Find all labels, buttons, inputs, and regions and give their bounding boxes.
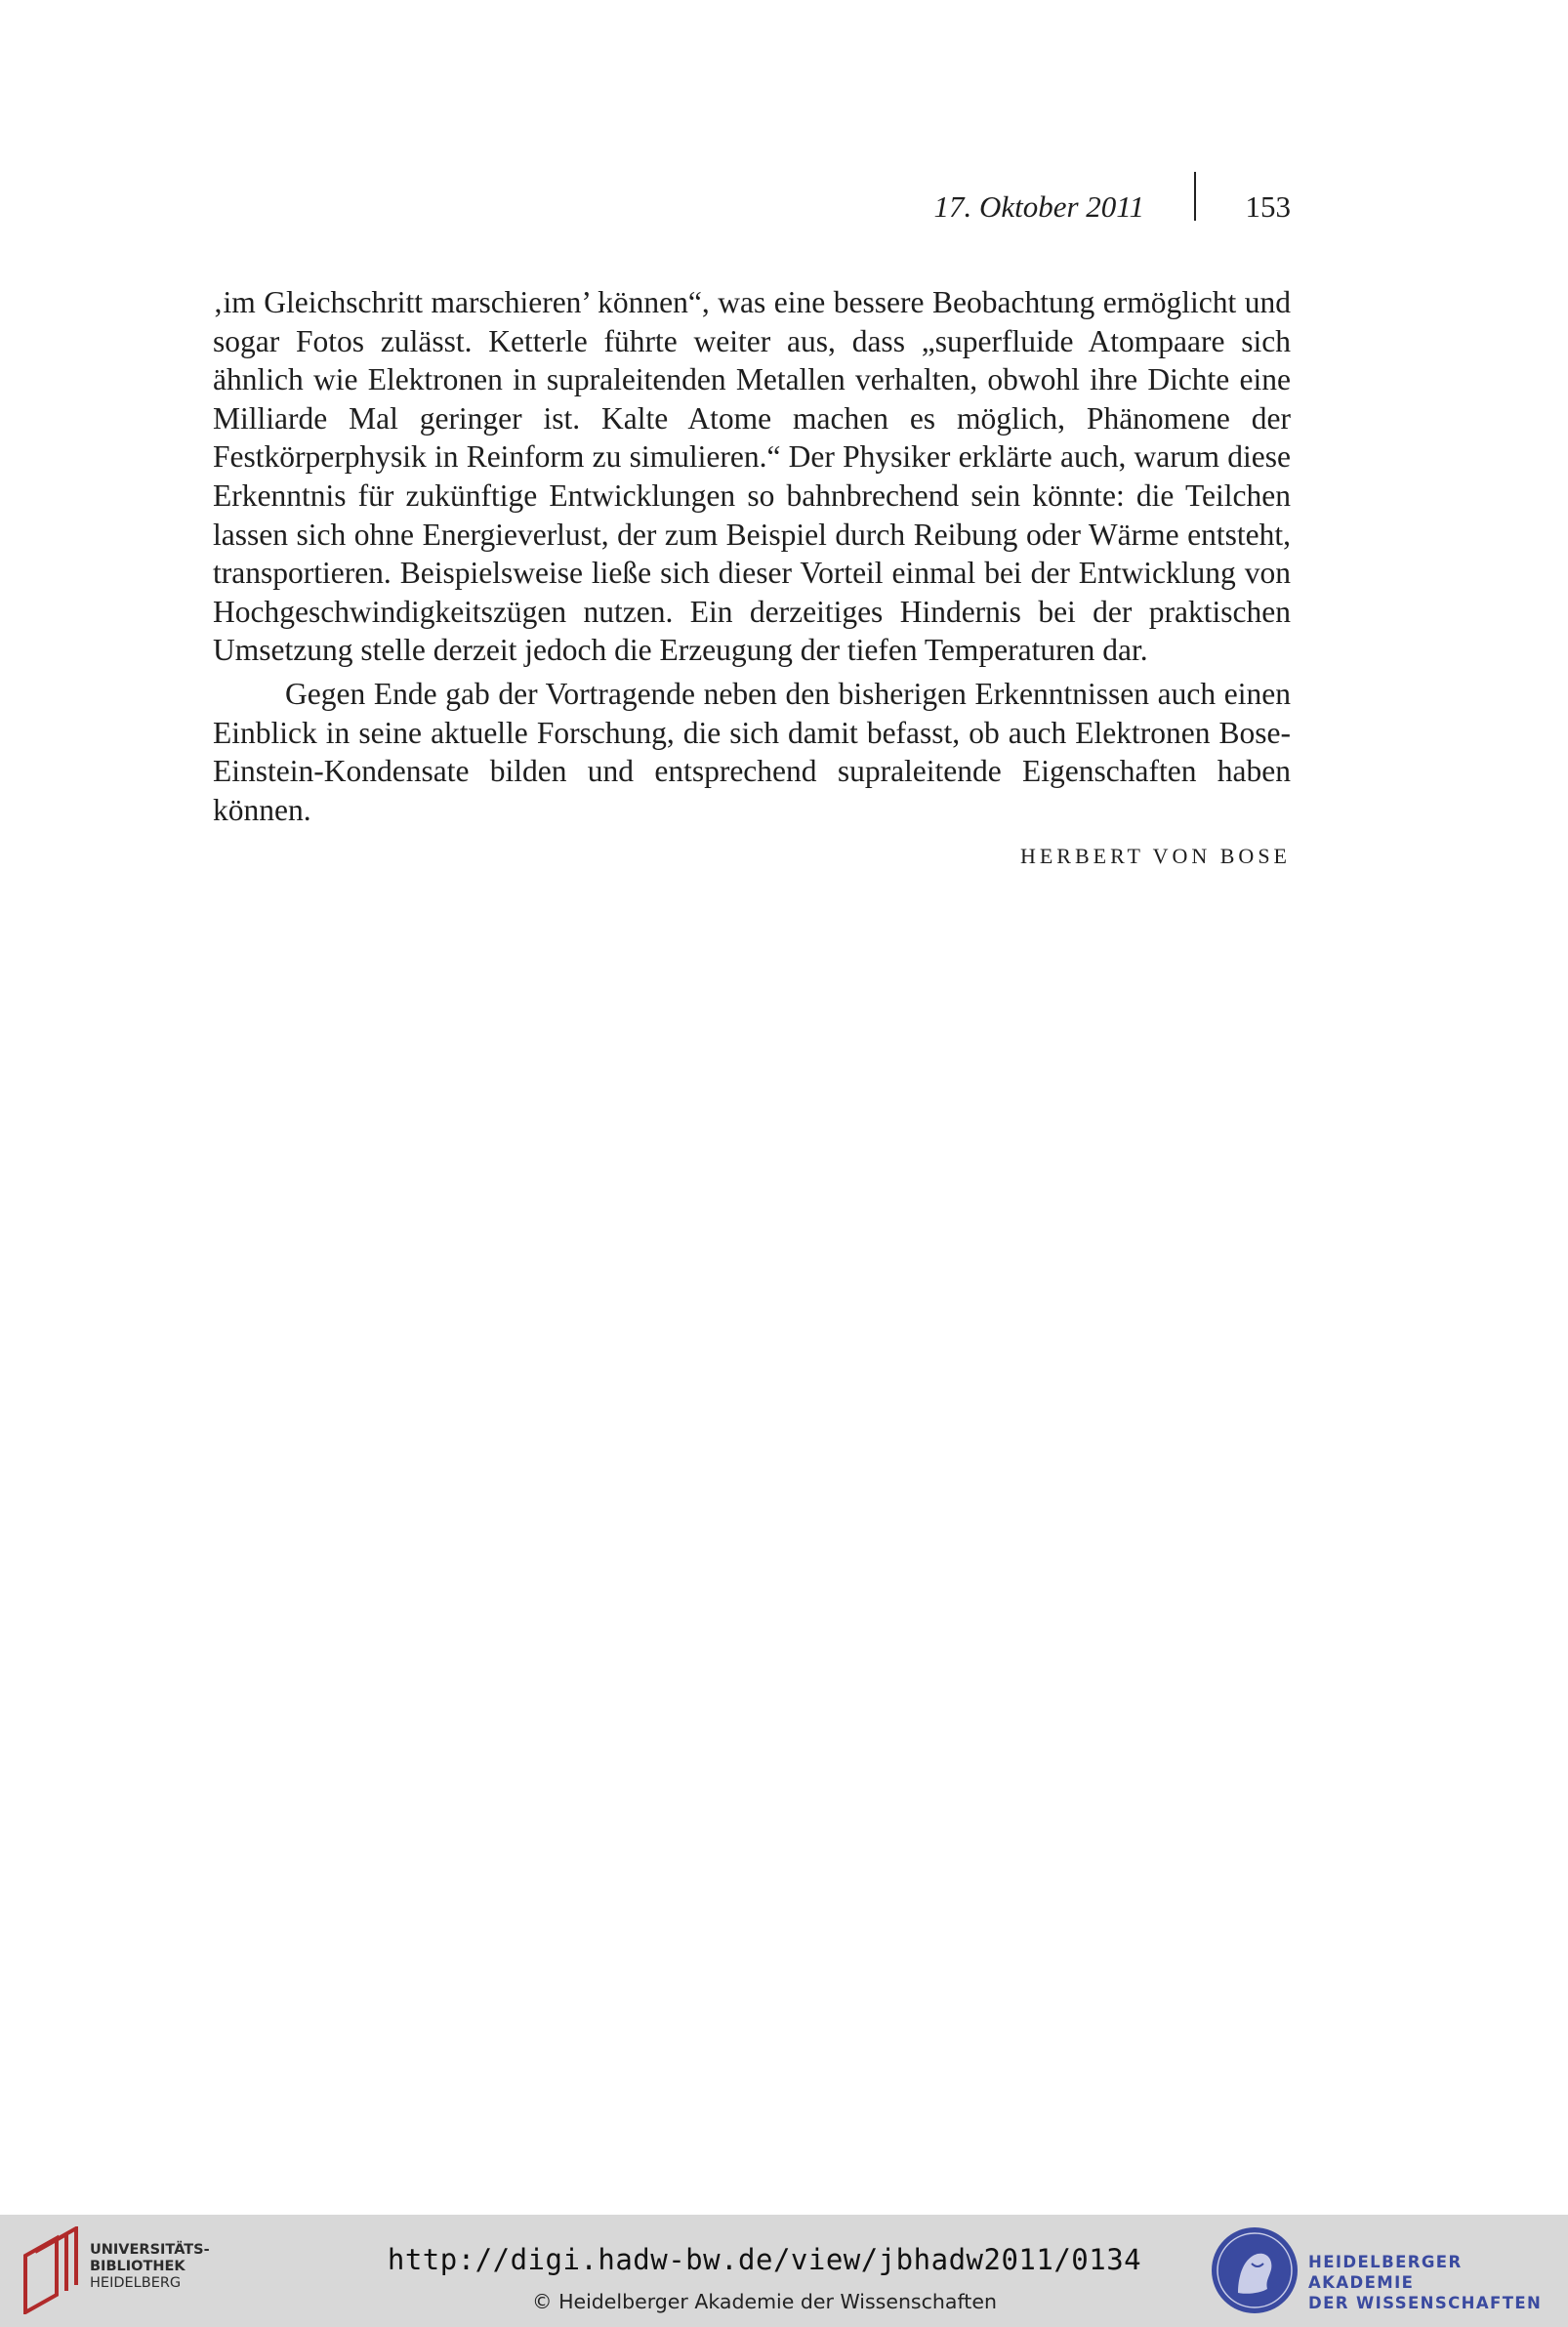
paragraph-1: ‚im Gleichschritt marschieren’ können“, was eine bessere Beobachtung ermöglicht und sogar Fotos zulässt. Ketterle führte weiter aus, dass „superfluide Atompaare sich ähnlich wie Elektronen in supraleitenden Metallen verhalten, obwohl ihre Dichte eine Milliarde Mal geringer ist. Kalte Atome machen es möglich, Phänomene der Festkörperphysik in Reinform zu simulieren.“ Der Physiker erklärte auch, warum diese Erkenntnis für zukünftige Entwicklungen so bahnbrechend sein könnte: die Teilchen lassen sich ohne Energieverlust, der zum Beispiel durch Reibung oder Wärme entsteht, transportieren. Beispielsweise ließe sich dieser Vorteil einmal bei der Entwicklung von Hochgeschwindigkeitszügen nutzen. Ein derzeitiges Hindernis bei der praktischen Umsetzung stelle derzeit jedoch die Erzeugung der tiefen Temperaturen dar. [213, 285, 1291, 668]
running-head [0, 186, 1568, 229]
running-head-date: 17. Oktober 2011 [933, 189, 1144, 224]
page-number: 153 [1245, 189, 1291, 224]
university-library-name: UNIVERSITÄTS- BIBLIOTHEK HEIDELBERG [90, 2242, 210, 2291]
digitization-footer [0, 2215, 1568, 2327]
permalink-text[interactable]: http://digi.hadw-bw.de/view/jbhadw2011/0134 [387, 2243, 1142, 2276]
academy-name: HEIDELBERGER AKADEMIE DER WISSENSCHAFTEN [1308, 2253, 1543, 2312]
running-head-divider [1194, 172, 1196, 221]
academy-seal-icon[interactable] [1209, 2224, 1300, 2316]
author-signature: HERBERT VON BOSE [1019, 844, 1291, 869]
paragraph-2: Gegen Ende gab der Vortragende neben den bisherigen Erkenntnissen auch einen Einblick in seine aktuelle Forschung, die sich damit befasst, ob auch Elektronen Bose-Einstein-Kondensate bilden und entsprechend supraleitende Eigenschaften haben können. [213, 676, 1291, 827]
copyright-notice: © Heidelberger Akademie der Wissenschaften [532, 2290, 997, 2313]
article-body [213, 283, 1291, 876]
